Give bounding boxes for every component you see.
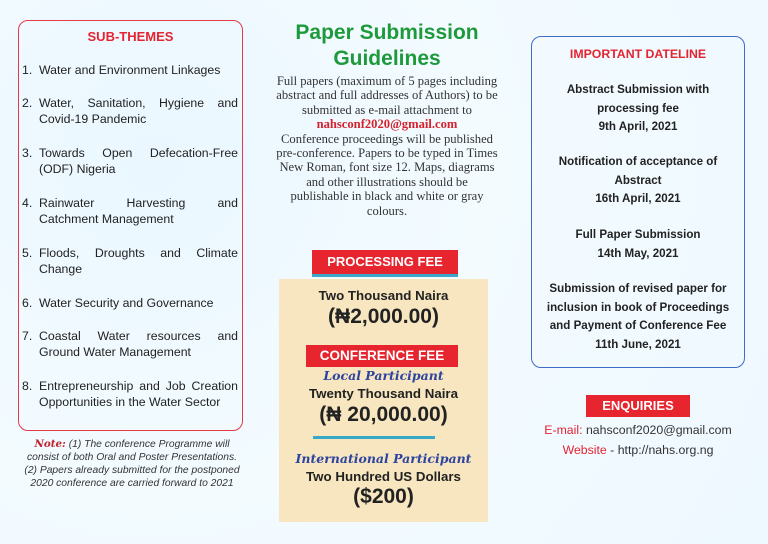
subtheme-number: 8.	[22, 379, 33, 393]
subtheme-text: Rainwater Harvesting and Catchment Management	[39, 196, 238, 226]
dateline-panel	[531, 36, 745, 368]
guidelines-title-line2: Guidelines	[333, 47, 441, 70]
enquiry-email	[531, 423, 745, 437]
subthemes-title: SUB-THEMES	[87, 29, 174, 44]
subtheme-item	[22, 328, 238, 360]
note-label: Note:	[34, 438, 66, 450]
subtheme-text: Towards Open Defecation-Free (ODF) Nigeria	[39, 146, 238, 176]
subtheme-number: 6.	[22, 296, 33, 310]
conference-fee-banner: CONFERENCE FEE	[306, 345, 458, 367]
subtheme-number: 2.	[22, 96, 33, 110]
international-participant-label: International Participant	[295, 451, 472, 466]
subtheme-number: 7.	[22, 329, 33, 343]
enquiry-email-link[interactable]: nahsconf2020@gmail.com	[585, 423, 732, 437]
website-key: Website	[562, 443, 607, 457]
processing-fee-words: Two Thousand Naira	[318, 288, 449, 303]
dateline-item	[532, 81, 744, 137]
enquiries-banner: ENQUIRIES	[586, 395, 690, 417]
submission-email: nahsconf2020@gmail.com	[316, 117, 458, 132]
subtheme-item	[22, 62, 238, 78]
dateline-item-date: 14th May, 2021	[597, 246, 679, 260]
subtheme-number: 4.	[22, 196, 33, 210]
local-participant-label: Local Participant	[323, 368, 444, 383]
dateline-item-text: Full Paper Submission	[575, 228, 701, 241]
processing-fee-amount: (₦2,000.00)	[328, 305, 439, 328]
dateline-item-date: 16th April, 2021	[595, 192, 681, 205]
subtheme-item	[22, 295, 238, 311]
subtheme-item	[22, 145, 238, 177]
processing-fee-banner: PROCESSING FEE	[312, 250, 458, 277]
subtheme-item	[22, 378, 238, 410]
dateline-item-date: 11th June, 2021	[595, 337, 681, 351]
dateline-item-text: Abstract	[614, 173, 662, 187]
subtheme-item	[22, 245, 238, 277]
email-key: E-mail:	[544, 423, 583, 437]
guidelines-title-line1: Paper Submission	[295, 21, 479, 44]
international-fee-words: Two Hundred US Dollars	[306, 469, 461, 484]
fee-divider	[313, 436, 435, 439]
guidelines-text-1: Full papers (maximum of 5 pages including abstract and full addresses of Authors) to be submitted as e-mail attachment to	[276, 74, 498, 117]
subtheme-number: 1.	[22, 63, 33, 77]
subtheme-item	[22, 95, 238, 127]
dateline-title: IMPORTANT DATELINE	[569, 47, 707, 61]
note-text-2: (2) Papers already submitted for the postponed 2020 conference are carried forward to 2021	[24, 465, 240, 489]
subtheme-text: Coastal Water resources and Ground Water Management	[39, 329, 238, 359]
guidelines-body	[276, 74, 498, 218]
local-fee-words: Twenty Thousand Naira	[309, 386, 458, 401]
subtheme-number: 3.	[22, 146, 33, 160]
conference-note	[22, 438, 242, 490]
subtheme-item	[22, 195, 238, 227]
enquiry-website	[531, 443, 745, 457]
subtheme-text: Water and Environment Linkages	[39, 63, 221, 77]
international-fee-amount: ($200)	[353, 485, 414, 508]
dateline-item-text: Notification of acceptance of	[558, 155, 718, 168]
subtheme-number: 5.	[22, 246, 33, 260]
dateline-item-date: 9th April, 2021	[598, 120, 678, 133]
subtheme-text: Floods, Droughts and Climate Change	[39, 246, 238, 276]
guidelines-title	[280, 20, 494, 72]
dateline-item-text: Submission of revised paper for	[549, 282, 727, 295]
fee-box	[279, 279, 488, 522]
dateline-item	[532, 280, 744, 354]
enquiry-website-link[interactable]: http://nahs.org.ng	[617, 443, 714, 457]
guidelines-text-2: Conference proceedings will be published pre-conference. Papers to be typed in Times New Roman, font size 12. Maps, diagrams and other illustrations should be publishable in black and white or gray colours.	[276, 131, 498, 218]
subtheme-text: Water, Sanitation, Hygiene and Covid-19 Pandemic	[39, 96, 238, 126]
dateline-item-text: Abstract Submission with	[566, 83, 710, 96]
dateline-item	[532, 153, 744, 209]
subtheme-text: Entrepreneurship and Job Creation Opportunities in the Water Sector	[39, 379, 238, 409]
dateline-item-text: processing fee	[597, 101, 679, 115]
local-fee-amount: (₦ 20,000.00)	[319, 403, 448, 426]
dateline-item-text: inclusion in book of Proceedings	[546, 300, 730, 314]
dateline-item-text: and Payment of Conference Fee	[549, 319, 727, 332]
note-text-1: (1) The conference Programme will consist of both Oral and Poster Presentations.	[26, 439, 238, 463]
subtheme-text: Water Security and Governance	[39, 296, 214, 310]
website-separator: -	[606, 443, 618, 457]
dateline-item	[532, 226, 744, 263]
